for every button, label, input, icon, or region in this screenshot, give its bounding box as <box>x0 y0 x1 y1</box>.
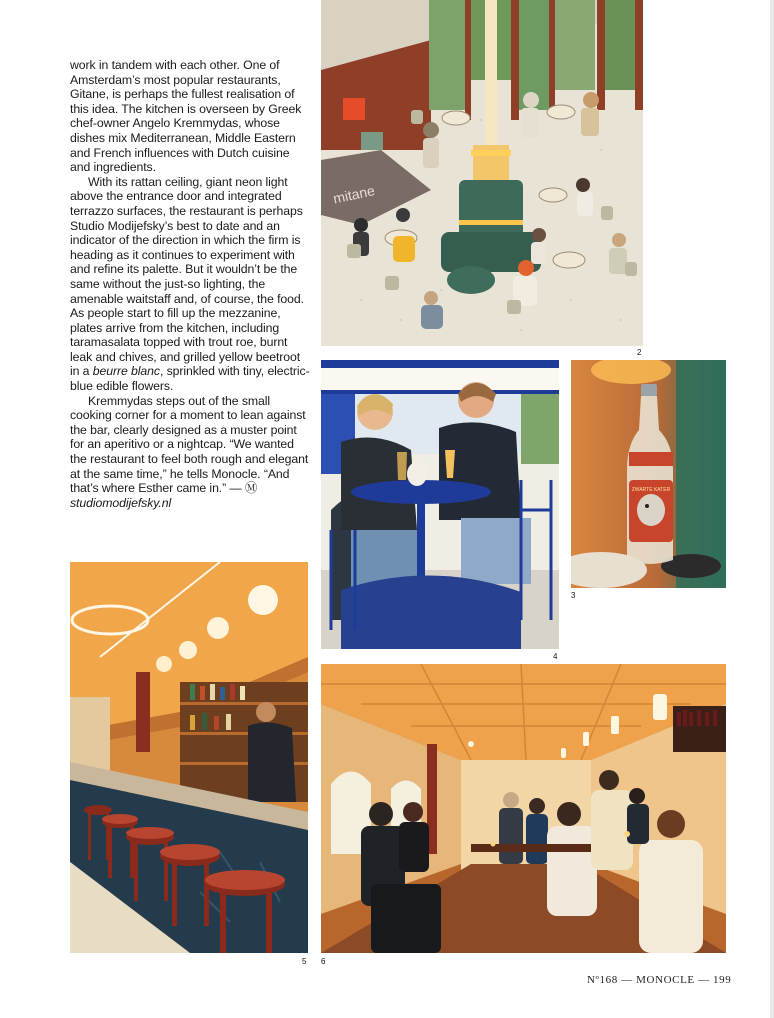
photo-couple-at-table <box>321 360 559 649</box>
caption-number-3: 3 <box>571 591 576 600</box>
photo-restaurant-overview <box>321 0 643 346</box>
photo-soda-bottle <box>571 360 726 588</box>
bar-counter-illustration <box>70 562 308 953</box>
soda-bottle-illustration <box>571 360 726 588</box>
article-body <box>70 58 310 510</box>
caption-number-4: 4 <box>553 652 558 661</box>
caption-number-6: 6 <box>321 957 326 966</box>
monocle-end-mark: Ⓜ <box>244 481 258 496</box>
page-edge <box>770 0 774 1018</box>
article-paragraph-1: work in tandem with each other. One of Amsterdam’s most popular restaurants, Gitane, is perhaps the fullest realisation of this idea. The kitchen is overseen by Greek chef-owner Angelo Kremmydas, whose dishes mix Mediterranean, Middle Eastern and French influences with Dutch cuisine and ingredients. <box>70 58 302 175</box>
photo-bar-counter <box>70 562 308 953</box>
article-paragraph-2-text: With its rattan ceiling, giant neon light above the entrance door and integrated terrazzo surfaces, the restaurant is perhaps Studio Modijefsky’s best to date and an indicator of the direction in which the firm is heading as it continues to experiment with and refine its palette. But it wouldn’t be the same without the just-so lighting, the amenable waitstaff and, of course, the food. As people start to fill up the mezzanine, plates arrive from the kitchen, including taramasalata topped with trout roe, burnt leak and chives, and grilled yellow beetroot in a <box>70 174 304 379</box>
photo-dining-room <box>321 664 726 953</box>
page-folio: Nº168 — MONOCLE — 199 <box>587 974 732 986</box>
caption-number-5: 5 <box>302 957 307 966</box>
italic-term: beurre blanc <box>92 364 160 379</box>
website-link[interactable]: studiomodijefsky.nl <box>70 495 172 510</box>
dining-room-illustration <box>321 664 726 953</box>
article-paragraph-2 <box>70 175 310 394</box>
restaurant-overview-illustration <box>321 0 643 346</box>
bottle-label-text: ZWARTE KATER <box>631 487 671 493</box>
article-paragraph-3-text: Kremmydas steps out of the small cooking corner for a moment to lean against the bar, clearly designed as a muster point for an aperitivo or a nightcap. “We wanted the restaurant to feel both rough and elegant at the same time,” he tells Monocle. “And that’s where Esther came in.” — <box>70 393 309 496</box>
article-paragraph-3 <box>70 394 310 511</box>
caption-number-2: 2 <box>637 348 642 357</box>
entrance-mat-text: mitane <box>331 182 377 207</box>
article-paragraph-2-tail: , sprinkled with tiny, electric-blue edible flowers. <box>70 364 310 394</box>
couple-at-table-illustration <box>321 360 559 649</box>
